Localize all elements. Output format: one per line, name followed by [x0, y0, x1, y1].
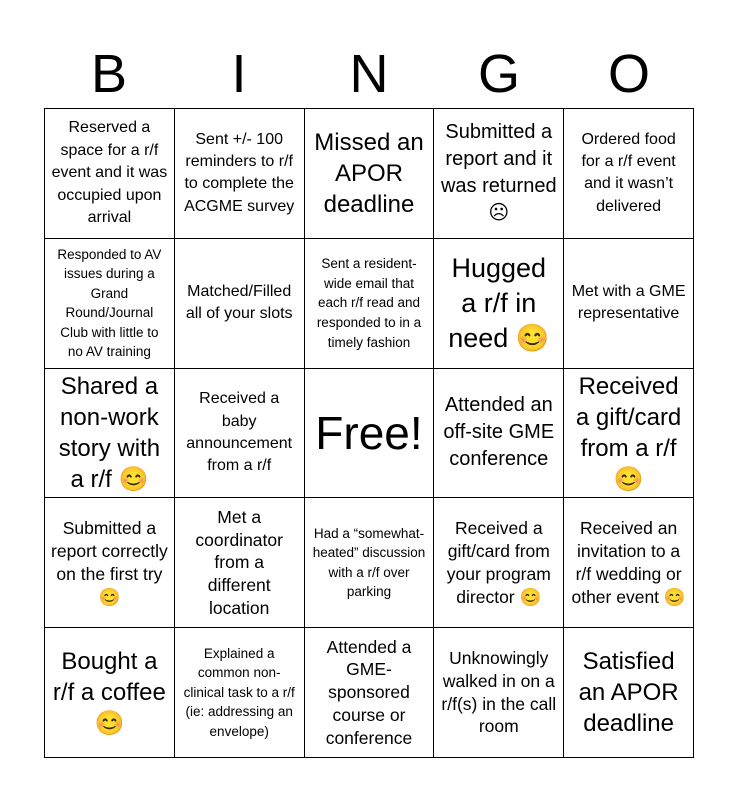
bingo-cell-r4c1[interactable]: Submitted a report correctly on the first try 😊 [45, 498, 175, 628]
bingo-cell-r2c5[interactable]: Met with a GME representative [564, 239, 694, 369]
bingo-cell-free[interactable]: Free! [305, 369, 435, 499]
bingo-cell-r3c4[interactable]: Attended an off-site GME conference [434, 369, 564, 499]
bingo-cell-r1c5[interactable]: Ordered food for a r/f event and it wasn’t delivered [564, 109, 694, 239]
header-letter-i: I [231, 44, 247, 104]
bingo-cell-r5c4[interactable]: Unknowingly walked in on a r/f(s) in the call room [434, 628, 564, 758]
header-letter-g: G [477, 44, 520, 104]
bingo-cell-r3c2[interactable]: Received a baby announcement from a r/f [175, 369, 305, 499]
bingo-cell-r5c2[interactable]: Explained a common non-clinical task to a r/f (ie: addressing an envelope) [175, 628, 305, 758]
bingo-cell-r1c3[interactable]: Missed an APOR deadline [305, 109, 435, 239]
bingo-cell-r4c2[interactable]: Met a coordinator from a different location [175, 498, 305, 628]
bingo-cell-r2c1[interactable]: Responded to AV issues during a Grand Round/Journal Club with little to no AV training [45, 239, 175, 369]
bingo-cell-r5c5[interactable]: Satisfied an APOR deadline [564, 628, 694, 758]
bingo-cell-r2c2[interactable]: Matched/Filled all of your slots [175, 239, 305, 369]
bingo-cell-r1c2[interactable]: Sent +/- 100 reminders to r/f to complete the ACGME survey [175, 109, 305, 239]
header-letter-o: O [607, 44, 650, 104]
bingo-cell-r5c3[interactable]: Attended a GME-sponsored course or conference [305, 628, 435, 758]
bingo-cell-r2c4[interactable]: Hugged a r/f in need 😊 [434, 239, 564, 369]
bingo-cell-r4c5[interactable]: Received an invitation to a r/f wedding or other event 😊 [564, 498, 694, 628]
bingo-cell-r3c1[interactable]: Shared a non-work story with a r/f 😊 [45, 369, 175, 499]
bingo-cell-r1c4[interactable]: Submitted a report and it was returned ☹ [434, 109, 564, 239]
header-letter-b: B [90, 44, 128, 104]
bingo-cell-r3c5[interactable]: Received a gift/card from a r/f 😊 [564, 369, 694, 499]
bingo-cell-r1c1[interactable]: Reserved a space for a r/f event and it was occupied upon arrival [45, 109, 175, 239]
bingo-cell-r4c4[interactable]: Received a gift/card from your program director 😊 [434, 498, 564, 628]
bingo-cell-r2c3[interactable]: Sent a resident-wide email that each r/f read and responded to in a timely fashion [305, 239, 435, 369]
bingo-cell-r4c3[interactable]: Had a “somewhat-heated” discussion with a r/f over parking [305, 498, 435, 628]
bingo-cell-r5c1[interactable]: Bought a r/f a coffee 😊 [45, 628, 175, 758]
bingo-board [44, 108, 694, 758]
header-letter-n: N [349, 44, 389, 104]
bingo-header [44, 40, 694, 108]
